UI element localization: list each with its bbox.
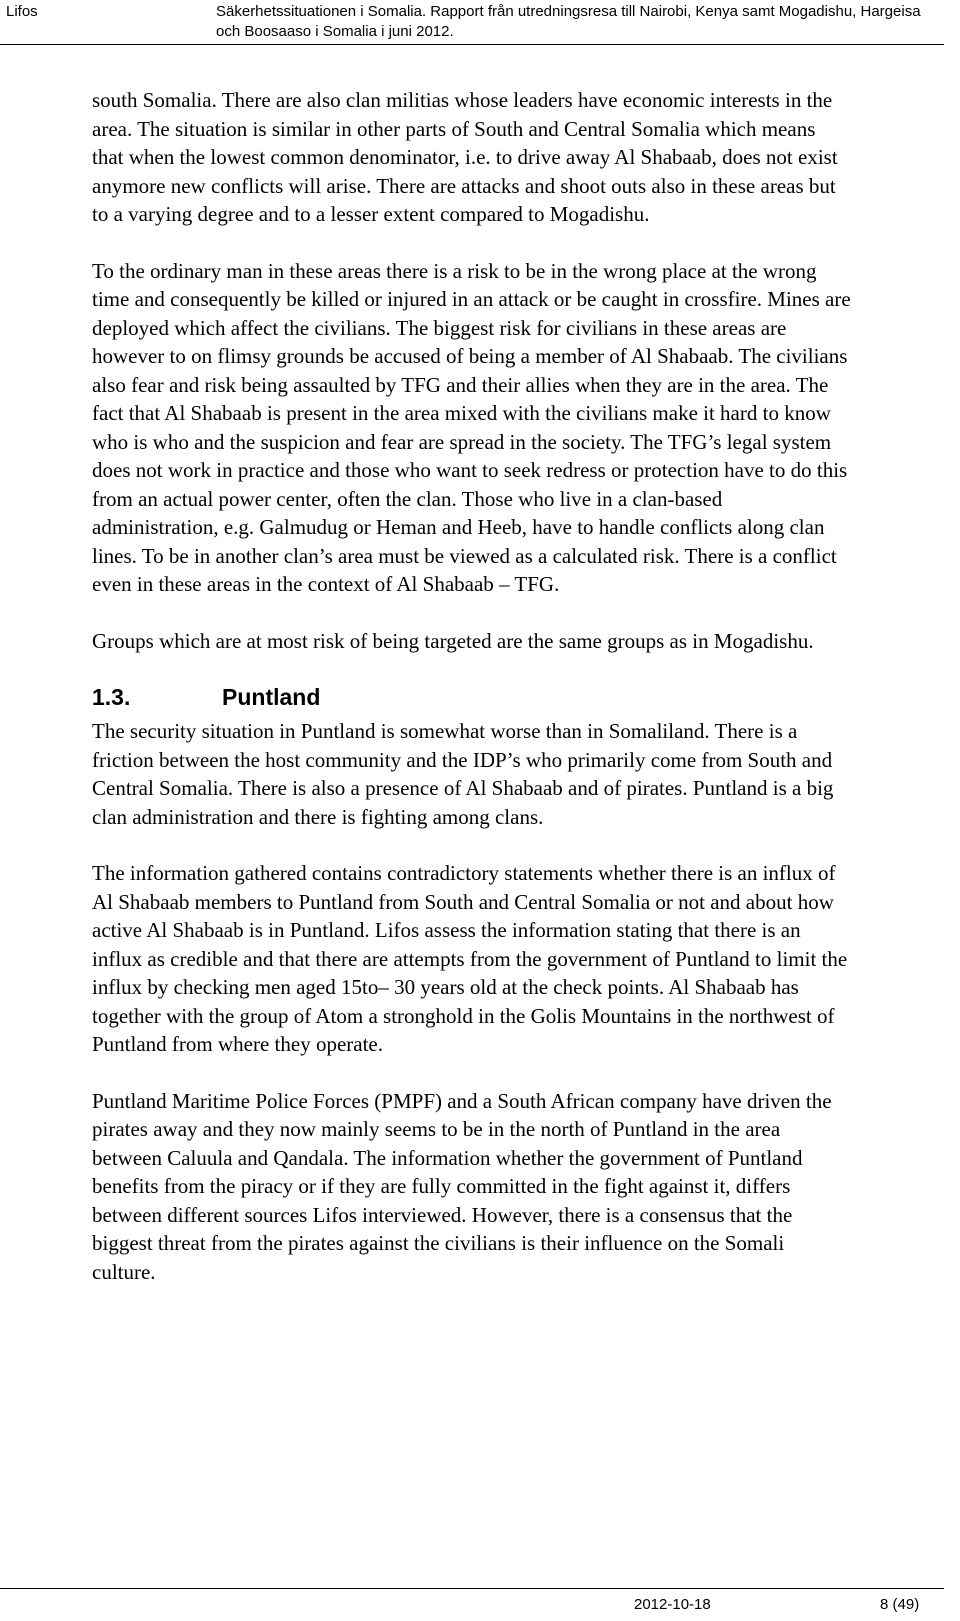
page-footer <box>0 1588 944 1619</box>
section-number: 1.3. <box>92 684 131 710</box>
page-number: 8 (49) <box>880 1596 920 1613</box>
header-title: Säkerhetssituationen i Somalia. Rapport från utredningsresa till Nairobi, Kenya samt Mogadishu, Hargeisa och Boosaaso i Somalia i juni 2012. <box>216 3 921 40</box>
paragraph: Groups which are at most risk of being targeted are the same groups as in Mogadishu. <box>92 628 814 653</box>
document-body <box>92 86 852 1314</box>
section-heading <box>92 683 852 711</box>
paragraph: Puntland Maritime Police Forces (PMPF) and a South African company have driven the pirates away and they now mainly seems to be in the north of Puntland in the area between Caluula and Qandala. The information whether the government of Puntland benefits from the piracy or if they are fully committed in the fight against it, differs between different sources Lifos interviewed. However, there is a consensus that the biggest threat from the pirates against the civilians is their influence on the Somali culture. <box>92 1088 832 1284</box>
footer-date: 2012-10-18 <box>634 1596 711 1613</box>
header-org: Lifos <box>6 3 38 20</box>
paragraph: The security situation in Puntland is somewhat worse than in Somaliland. There is a friction between the host community and the IDP’s who primarily come from South and Central Somalia. There is also a presence of Al Shabaab and of pirates. Puntland is a big clan administration and there is fighting among clans. <box>92 719 834 829</box>
paragraph: The information gathered contains contradictory statements whether there is an influx of Al Shabaab members to Puntland from South and Central Somalia or not and about how active Al Shabaab is in Puntland. Lifos assess the information stating that there is an influx as credible and that there are attempts from the government of Puntland to limit the influx by checking men aged 15to– 30 years old at the check points. Al Shabaab has together with the group of Atom a stronghold in the Golis Mountains in the northwest of Puntland from where they operate. <box>92 861 848 1056</box>
paragraph: south Somalia. There are also clan militias whose leaders have economic interests in the area. The situation is similar in other parts of South and Central Somalia which means that when the lowest common denominator, i.e. to drive away Al Shabaab, does not exist anymore new conflicts will arise. There are attacks and shoot outs also in these areas but to a varying degree and to a lesser extent compared to Mogadishu. <box>92 88 838 226</box>
paragraph: To the ordinary man in these areas there is a risk to be in the wrong place at the wrong time and consequently be killed or injured in an attack or be caught in crossfire. Mines are deployed which affect the civilians. The biggest risk for civilians in these areas are however to on flimsy grounds be accused of being a member of Al Shabaab. The civilians also fear and risk being assaulted by TFG and their allies when they are in the area. The fact that Al Shabaab is present in the area mixed with the civilians make it hard to know who is who and the suspicion and fear are spread in the society. The TFG’s legal system does not work in practice and those who want to seek redress or protection have to do this from an actual power center, often the clan. Those who live in a clan-based administration, e.g. Galmudug or Heman and Heeb, have to handle conflicts along clan lines. To be in another clan’s area must be viewed as a calculated risk. There is a conflict even in these areas in the context of Al Shabaab – TFG. <box>92 258 851 596</box>
section-title: Puntland <box>222 684 321 710</box>
page-header <box>0 0 944 45</box>
